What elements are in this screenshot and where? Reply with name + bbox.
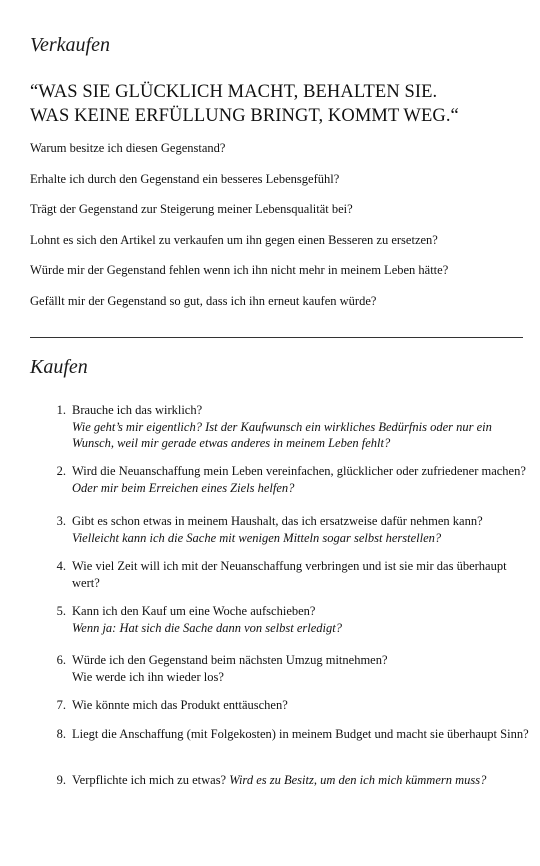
item-hint: Oder mir beim Erreichen eines Ziels helfen? xyxy=(72,480,295,495)
item-hint: Wie geht’s mir eigentlich? Ist der Kaufwunsch ein wirkliches Bedürfnis oder nur ein Wunsch, weil mir gerade etwas anderes in meinem Leben fehlt? xyxy=(72,419,492,450)
quote-line-1: “WAS SIE GLÜCKLICH MACHT, BEHALTEN SIE. xyxy=(30,82,438,102)
item-number: 4. xyxy=(56,559,66,573)
item-question: Brauche ich das wirklich? xyxy=(72,403,203,417)
item-question: Wie könnte mich das Produkt enttäuschen? xyxy=(72,698,288,712)
item-question: Wird die Neuanschaffung mein Leben vereinfachen, glücklicher oder zufriedener machen? xyxy=(72,464,526,478)
verkaufen-question: Warum besitze ich diesen Gegenstand? xyxy=(30,141,226,155)
item-subquestion: Wie werde ich ihn wieder los? xyxy=(72,669,224,684)
item-question: Würde ich den Gegenstand beim nächsten Umzug mitnehmen? xyxy=(72,653,388,667)
section-divider xyxy=(30,337,523,338)
quote-line-2: WAS KEINE ERFÜLLUNG BRINGT, KOMMT WEG.“ xyxy=(30,106,459,126)
item-number: 9. xyxy=(56,773,66,787)
verkaufen-question: Trägt der Gegenstand zur Steigerung meiner Lebensqualität bei? xyxy=(30,202,353,216)
section-heading-verkaufen: Verkaufen xyxy=(30,34,110,56)
section-heading-kaufen: Kaufen xyxy=(30,356,88,378)
verkaufen-question: Lohnt es sich den Artikel zu verkaufen um ihn gegen einen Besseren zu ersetzen? xyxy=(30,232,438,247)
item-question: Wie viel Zeit will ich mit der Neuanschaffung verbringen und ist sie mir das überhaupt wert? xyxy=(72,559,507,590)
item-number: 5. xyxy=(56,604,66,618)
item-hint: Wird es zu Besitz, um den ich mich kümmern muss? xyxy=(229,773,487,787)
item-number: 1. xyxy=(56,403,66,417)
item-question: Kann ich den Kauf um eine Woche aufschieben? xyxy=(72,604,316,618)
quote xyxy=(30,80,530,128)
item-question: Verpflichte ich mich zu etwas? xyxy=(72,773,227,787)
item-hint: Wenn ja: Hat sich die Sache dann von selbst erledigt? xyxy=(72,620,342,635)
verkaufen-question: Erhalte ich durch den Gegenstand ein besseres Lebensgefühl? xyxy=(30,171,340,186)
item-number: 8. xyxy=(56,727,66,741)
verkaufen-question: Würde mir der Gegenstand fehlen wenn ich ihn nicht mehr in meinem Leben hätte? xyxy=(30,263,449,277)
item-number: 2. xyxy=(56,464,66,478)
item-hint: Vielleicht kann ich die Sache mit wenigen Mitteln sogar selbst herstellen? xyxy=(72,530,442,545)
item-question: Gibt es schon etwas in meinem Haushalt, das ich ersatzweise dafür nehmen kann? xyxy=(72,514,483,528)
item-question: Liegt die Anschaffung (mit Folgekosten) in meinem Budget und macht sie überhaupt Sinn? xyxy=(72,727,529,741)
item-number: 6. xyxy=(56,653,66,667)
verkaufen-question: Gefällt mir der Gegenstand so gut, dass ich ihn erneut kaufen würde? xyxy=(30,293,377,308)
verkaufen-question-list xyxy=(30,140,530,323)
item-number: 7. xyxy=(56,698,66,712)
item-number: 3. xyxy=(56,514,66,528)
